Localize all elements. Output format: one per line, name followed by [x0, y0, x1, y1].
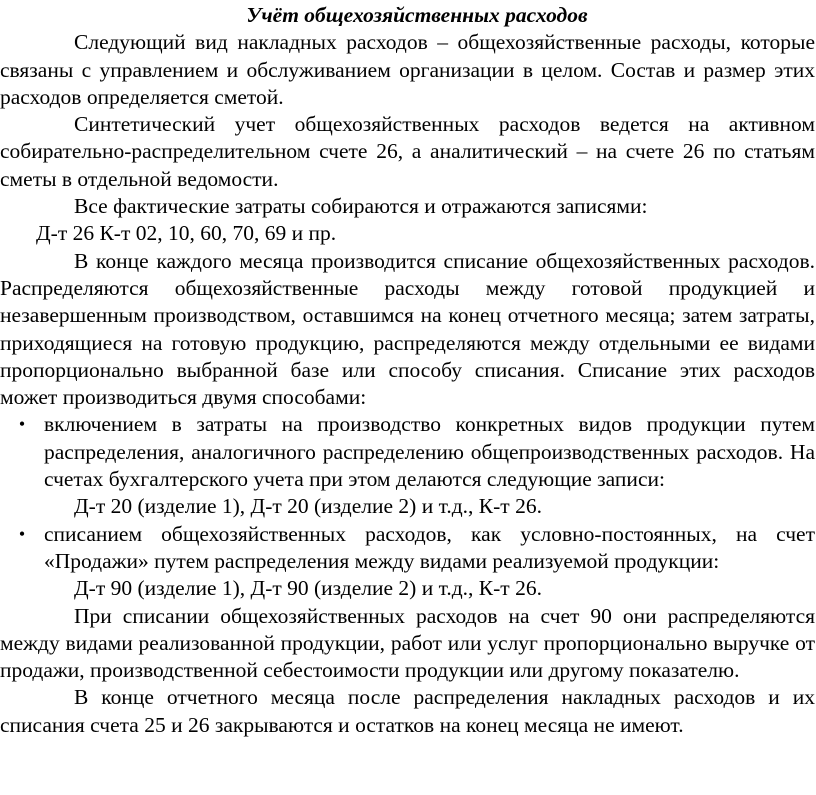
bullet-text: включением в затраты на производство конкретных видов продукции путем распределения, аналогичного распределению общепроизводственных расходов. На счетах бухгалтерского учета при этом делаются следующие записи:: [44, 412, 815, 492]
accounting-entry-90: Д-т 90 (изделие 1), Д-т 90 (изделие 2) и т.д., К-т 26.: [74, 576, 542, 601]
list-item: [0, 411, 816, 493]
paragraph-month-end-close: В конце отчетного месяца после распределения накладных расходов и их списания счета 25 и 26 закрываются и остатков на конец месяца не имеют.: [0, 685, 815, 737]
accounting-entry-20: Д-т 20 (изделие 1), Д-т 20 (изделие 2) и т.д., К-т 26.: [74, 494, 542, 519]
document-title: Учёт общехозяйственных расходов: [246, 3, 588, 27]
paragraph-overhead-definition: Следующий вид накладных расходов – общехозяйственные расходы, которые связаны с управлением и обслуживанием организации в целом. Состав и размер этих расходов определяется сметой.: [0, 30, 815, 109]
paragraph-monthly-writeoff: В конце каждого месяца производится списание общехозяйственных расходов. Распределяются общехозяйственные расходы между готовой продукцией и незавершенным производством, оставшимся на конец отчетного месяца; затем затраты, приходящиеся на готовую продукцию, распределяются между отдельными ее видами пропорционально выбранной базе или способу списания. Списание этих расходов может производиться двумя способами:: [0, 248, 815, 410]
bullet-icon: •: [18, 523, 26, 544]
list-item: [0, 521, 816, 576]
paragraph-synthetic-accounting: Синтетический учет общехозяйственных расходов ведется на активном собирательно-распределительном счете 26, а аналитический – на счете 26 по статьям сметы в отдельной ведомости.: [0, 112, 815, 191]
paragraph-distribution-90: При списании общехозяйственных расходов на счет 90 они распределяются между видами реализованной продукции, работ или услуг пропорционально выручке от продажи, производственной себестоимости продукции или другому показателю.: [0, 603, 815, 683]
paragraph-actual-costs: Все фактические затраты собираются и отражаются записями:: [74, 194, 648, 219]
accounting-entry-collect: Д-т 26 К-т 02, 10, 60, 70, 69 и пр.: [36, 221, 337, 246]
bullet-text: списанием общехозяйственных расходов, как условно-постоянных, на счет «Продажи» путем распределения между видами реализуемой продукции:: [44, 521, 815, 573]
bullet-icon: •: [18, 414, 26, 435]
